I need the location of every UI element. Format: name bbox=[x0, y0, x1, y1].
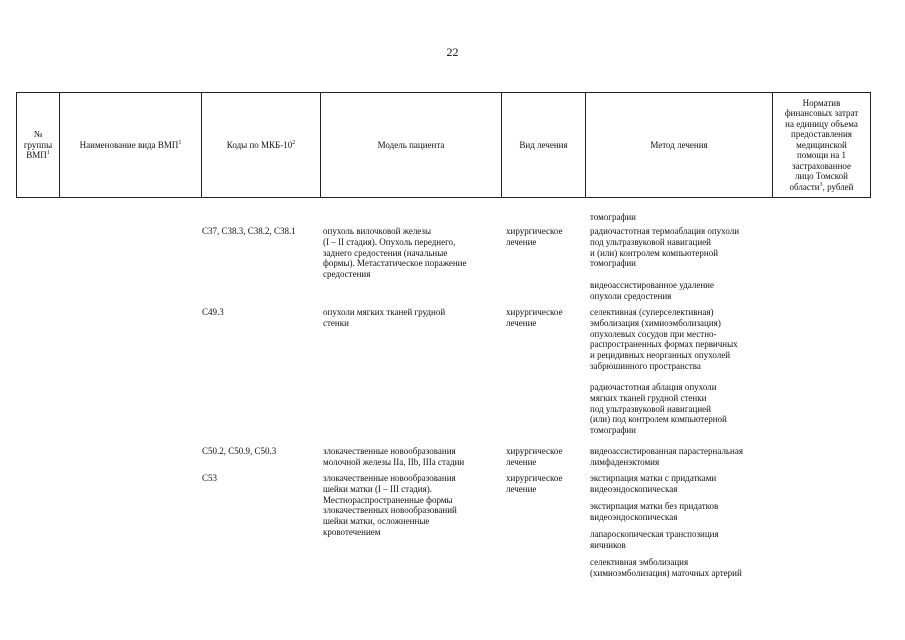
table-header bbox=[16, 92, 871, 198]
patient-model-text: опухоли мягких тканей грудной стенки bbox=[323, 307, 446, 328]
method-text: селективная (суперселективная) эмболизация (химиоэмболизация) опухолевых сосудов при местно- распространенных формах первичных и рецидивных неорганных опухолей забрюшинного пространства bbox=[590, 307, 738, 371]
method-text: радиочастотная термоаблация опухоли под ультразвуковой навигацией и (или) контролем компьютерной томографии bbox=[590, 226, 740, 269]
icd-code: C50.2, C50.9, C50.3 bbox=[202, 446, 277, 456]
header-col-treatment-method: Метод лечения bbox=[586, 93, 773, 198]
patient-model-text: злокачественные новообразования шейки матки (I – III стадия). Местнораспространенные формы злокачественных новообразований шейки матки, осложненные кровотечением bbox=[323, 473, 457, 537]
page-number: 22 bbox=[446, 45, 459, 59]
treatment-type-text: хирургическое лечение bbox=[506, 226, 563, 247]
patient-model-text: злокачественные новообразования молочной железы IIa, IIb, IIIa стадии bbox=[323, 446, 465, 467]
header-col-icd-codes: Коды по МКБ-$10^2$ bbox=[202, 93, 321, 198]
header-col-treatment-type: Вид лечения bbox=[502, 93, 586, 198]
method-text: экстирпация матки с придатками видеоэндоскопическая bbox=[590, 473, 717, 494]
method-text: лапароскопическая транспозиция яичников bbox=[590, 529, 719, 550]
header-col-patient-model: Модель пациента bbox=[321, 93, 502, 198]
treatment-type-text: хирургическое лечение bbox=[506, 307, 563, 328]
header-col-vmp-name: Наименование вида ВМП$^1$ bbox=[60, 93, 202, 198]
icd-code: C49.3 bbox=[202, 307, 224, 317]
method-text: селективная эмболизация (химиоэмболизация) маточных артерий bbox=[590, 557, 742, 578]
method-text: радиочастотная аблация опухоли мягких тканей грудной стенки под ультразвуковой навигацией (или) под контролем компьютерной томографии bbox=[590, 382, 727, 436]
method-text: видеоассистированное удаление опухоли средостения bbox=[590, 280, 714, 301]
method-text: экстирпация матки без придатков видеоэндоскопическая bbox=[590, 501, 719, 522]
treatment-type-text: хирургическое лечение bbox=[506, 473, 563, 494]
header-col-cost-norm: Норматив финансовых затрат на единицу объема предоставления медицинской помощи на 1 застрахованное лицо Томской области$^3$, рублей bbox=[773, 93, 871, 198]
treatment-type-text: хирургическое лечение bbox=[506, 446, 563, 467]
icd-code: C53 bbox=[202, 473, 218, 483]
header-col-group-no: № группы ВМП$^1$ bbox=[17, 93, 60, 198]
method-text: томографии bbox=[590, 212, 636, 222]
icd-code: C37, C38.3, C38.2, C38.1 bbox=[202, 226, 296, 236]
patient-model-text: опухоль вилочковой железы (I – II стадия). Опухоль переднего, заднего средостения (начальные формы). Метастатическое поражение средостения bbox=[323, 226, 467, 280]
method-text: видеоассистированная парастернальная лимфаденэктомия bbox=[590, 446, 743, 467]
